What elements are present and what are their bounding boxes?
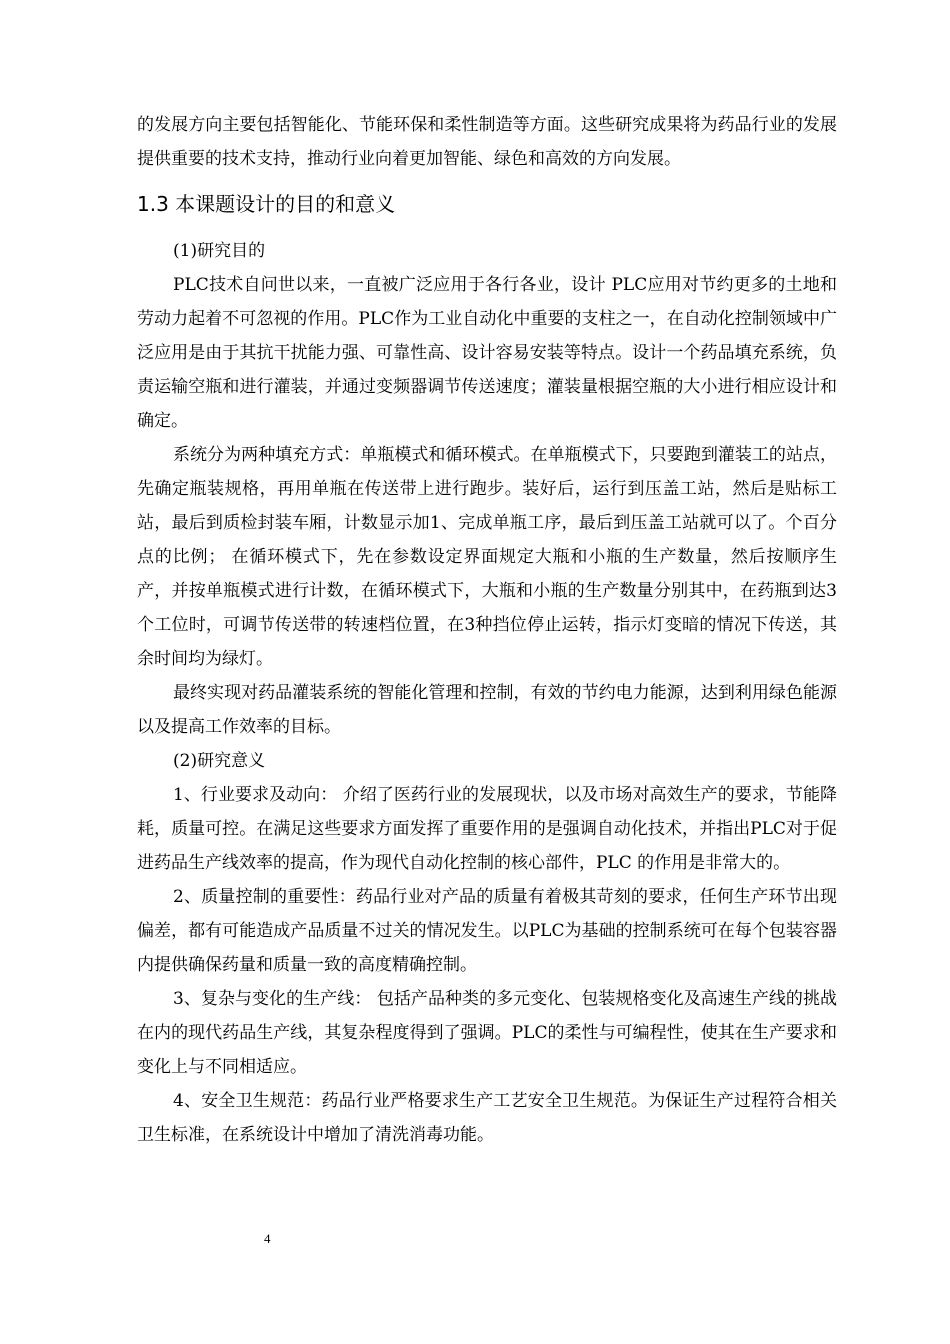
significance-paragraph-1: 1、行业要求及动向： 介绍了医药行业的发展现状，以及市场对高效生产的要求，节能降耗，质量可控。在满足这些要求方面发挥了重要作用的是强调自动化技术，并指出PLC对于促进药品生产线效率的提高，作为现代自动化控制的核心部件，PLC 的作用是非常大的。 [137,785,837,873]
purpose-paragraph-1: PLC技术自问世以来，一直被广泛应用于各行各业，设计 PLC应用对节约更多的土地和劳动力起着不可忽视的作用。PLC作为工业自动化中重要的支柱之一，在自动化控制领域中广泛应用是由于其抗干扰能力强、可靠性高、设计容易安装等特点。设计一个药品填充系统，负责运输空瓶和进行灌装，并通过变频器调节传送速度；灌装量根据空瓶的大小进行相应设计和确定。 [137,275,837,431]
purpose-paragraph-2: 系统分为两种填充方式：单瓶模式和循环模式。在单瓶模式下，只要跑到灌装工的站点，先确定瓶装规格，再用单瓶在传送带上进行跑步。装好后，运行到压盖工站，然后是贴标工站，最后到质检封装车厢，计数显示加1、完成单瓶工序，最后到压盖工站就可以了。个百分点的比例； 在循环模式下，先在参数设定界面规定大瓶和小瓶的生产数量，然后按顺序生产，并按单瓶模式进行计数，在循环模式下，大瓶和小瓶的生产数量分别其中，在药瓶到达3个工位时，可调节传送带的转速档位置，在3种挡位停止运转，指示灯变暗的情况下传送，其余时间均为绿灯。 [137,445,837,669]
page-body [137,108,837,1152]
significance-paragraph-4: 4、安全卫生规范：药品行业严格要求生产工艺安全卫生规范。为保证生产过程符合相关卫生标准，在系统设计中增加了清洗消毒功能。 [137,1091,837,1145]
page-number: 4 [264,1231,271,1246]
section-heading: 1.3 本课题设计的目的和意义 [137,192,396,216]
significance-label: (2)研究意义 [173,751,266,771]
purpose-paragraph-3: 最终实现对药品灌装系统的智能化管理和控制，有效的节约电力能源，达到利用绿色能源以及提高工作效率的目标。 [137,683,837,737]
intro-paragraph: 的发展方向主要包括智能化、节能环保和柔性制造等方面。这些研究成果将为药品行业的发展提供重要的技术支持，推动行业向着更加智能、绿色和高效的方向发展。 [137,115,837,169]
purpose-label: (1)研究目的 [173,241,266,261]
significance-paragraph-3: 3、复杂与变化的生产线： 包括产品种类的多元变化、包装规格变化及高速生产线的挑战在内的现代药品生产线，其复杂程度得到了强调。PLC的柔性与可编程性，使其在生产要求和变化上与不同相适应。 [137,989,837,1077]
significance-paragraph-2: 2、质量控制的重要性：药品行业对产品的质量有着极其苛刻的要求，任何生产环节出现偏差，都有可能造成产品质量不过关的情况发生。以PLC为基础的控制系统可在每个包装容器内提供确保药量和质量一致的高度精确控制。 [137,887,837,975]
